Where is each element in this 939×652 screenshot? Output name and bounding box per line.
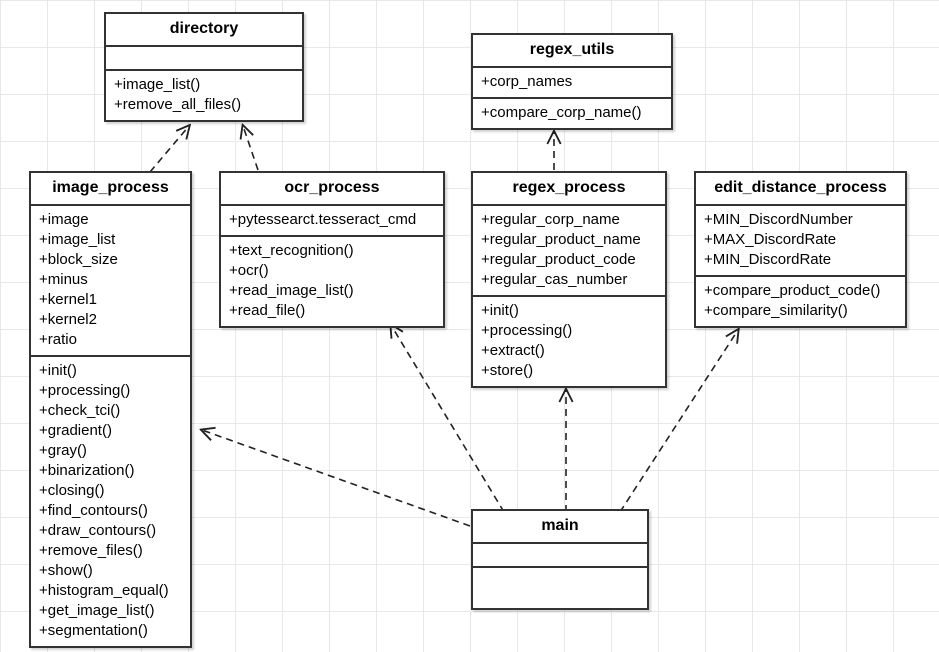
class-title: directory [169, 20, 239, 37]
attribute-row: +regular_product_code [481, 250, 636, 268]
methods-compartment [221, 237, 443, 326]
method-row: +histogram_equal() [39, 581, 169, 599]
method-row: +image_list() [114, 75, 201, 93]
methods-compartment [473, 99, 671, 128]
attribute-row: +regular_corp_name [481, 210, 620, 228]
method-row: +read_file() [229, 301, 306, 319]
attribute-row: +image [39, 210, 89, 228]
attribute-row: +pytessearct.tesseract_cmd [229, 210, 417, 228]
attributes-compartment [696, 206, 905, 275]
method-row: +init() [481, 301, 519, 319]
method-row: +find_contours() [39, 501, 148, 519]
methods-compartment [31, 357, 190, 646]
attributes-compartment [106, 47, 302, 69]
attribute-row: +kernel2 [39, 310, 97, 328]
attribute-row: +MIN_DiscordRate [704, 250, 832, 268]
class-title: ocr_process [284, 179, 380, 196]
attribute-row: +ratio [39, 330, 77, 348]
method-row: +gradient() [39, 421, 112, 439]
attribute-row: +MIN_DiscordNumber [704, 210, 853, 228]
attribute-row: +regular_product_name [481, 230, 641, 248]
attribute-row: +block_size [39, 250, 118, 268]
method-row: +read_image_list() [229, 281, 354, 299]
method-row: +draw_contours() [39, 521, 157, 539]
uml-class-regex_process[interactable] [471, 171, 667, 388]
method-row: +store() [481, 361, 534, 379]
method-row: +remove_all_files() [114, 95, 242, 113]
method-row: +processing() [39, 381, 131, 399]
method-row: +init() [39, 361, 77, 379]
attribute-row: +MAX_DiscordRate [704, 230, 837, 248]
attribute-row: +corp_names [481, 72, 573, 90]
methods-compartment [696, 277, 905, 326]
attributes-compartment [221, 206, 443, 235]
methods-compartment [473, 297, 665, 386]
method-row: +binarization() [39, 461, 135, 479]
method-row: +processing() [481, 321, 573, 339]
attributes-compartment [31, 206, 190, 355]
method-row: +closing() [39, 481, 105, 499]
methods-compartment [106, 71, 302, 120]
method-row: +text_recognition() [229, 241, 354, 259]
uml-class-edit_distance_process[interactable] [694, 171, 907, 328]
method-row: +compare_product_code() [704, 281, 881, 299]
class-title: image_process [52, 179, 169, 196]
uml-class-main[interactable] [471, 509, 649, 610]
method-row: +gray() [39, 441, 87, 459]
attribute-row: +kernel1 [39, 290, 97, 308]
class-title: regex_utils [529, 41, 615, 58]
method-row: +compare_corp_name() [481, 103, 642, 121]
attribute-row: +minus [39, 270, 88, 288]
uml-class-image_process[interactable] [29, 171, 192, 648]
class-title: edit_distance_process [714, 179, 887, 196]
uml-class-directory[interactable] [104, 12, 304, 122]
method-row: +show() [39, 561, 93, 579]
method-row: +ocr() [229, 261, 269, 279]
method-row: +check_tci() [39, 401, 121, 419]
attributes-compartment [473, 206, 665, 295]
attributes-compartment [473, 68, 671, 97]
method-row: +compare_similarity() [704, 301, 848, 319]
method-row: +extract() [481, 341, 545, 359]
class-title: main [541, 517, 579, 534]
attributes-compartment [473, 544, 647, 566]
method-row: +get_image_list() [39, 601, 155, 619]
attribute-row: +image_list [39, 230, 116, 248]
method-row: +remove_files() [39, 541, 143, 559]
attribute-row: +regular_cas_number [481, 270, 628, 288]
uml-class-regex_utils[interactable] [471, 33, 673, 130]
uml-class-ocr_process[interactable] [219, 171, 445, 328]
edge-main-to-image_process [202, 430, 470, 526]
edge-image_process-to-directory [150, 126, 189, 172]
class-title: regex_process [512, 179, 626, 196]
edge-ocr_process-to-directory [243, 126, 258, 170]
methods-compartment [473, 568, 647, 608]
method-row: +segmentation() [39, 621, 148, 639]
